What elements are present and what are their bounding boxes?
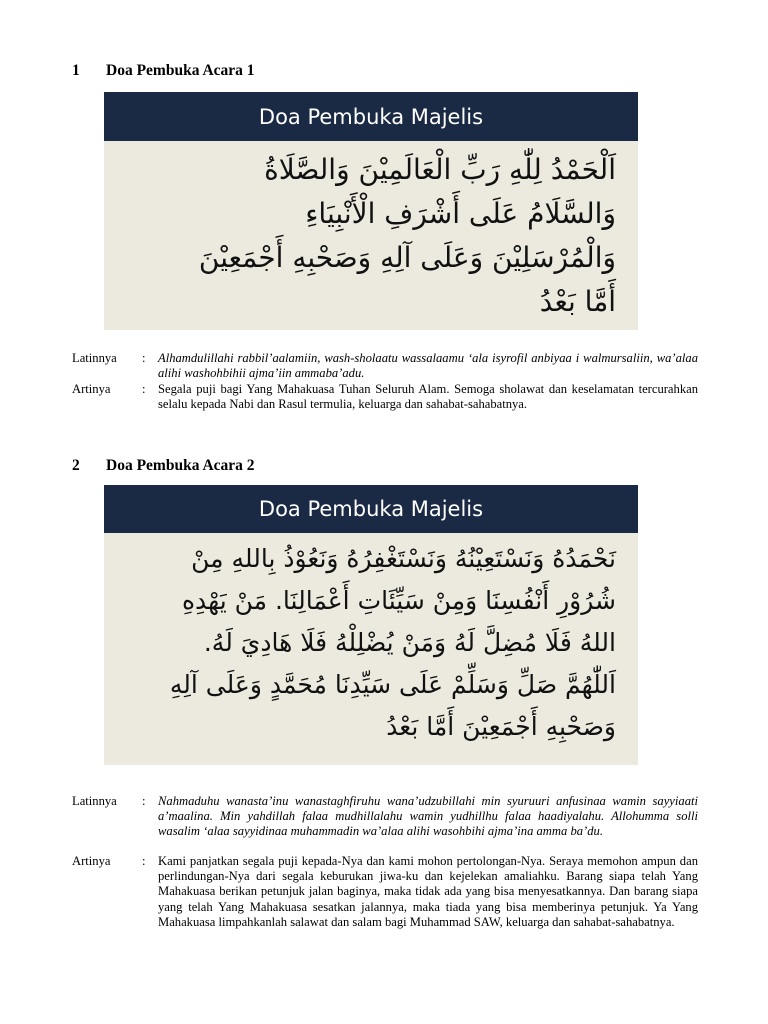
arabic-line: وَالسَّلَامُ عَلَى أَشْرَفِ الْأَنْبِيَاءِ: [305, 197, 616, 230]
image-title: Doa Pembuka Majelis: [258, 497, 484, 521]
section-2-heading: [72, 457, 255, 475]
arabic-line: شُرُوْرِ أَنْفُسِنَا وَمِنْ سَيِّئَاتِ أَعْمَالِنَا. مَنْ يَهْدِهِ: [181, 586, 616, 615]
arabic-line: وَالْمُرْسَلِيْنَ وَعَلَى آلِهِ وَصَحْبِهِ أَجْمَعِيْنَ: [198, 241, 616, 274]
latin-label: Latinnya: [72, 794, 117, 808]
image-title-bar: [104, 92, 638, 141]
meaning-text: Segala puji bagi Yang Mahakuasa Tuhan Seluruh Alam. Semoga sholawat dan keselamatan tercurahkan selalu kepada Nabi dan Rasul termulia, keluarga dan sahabat-sahabatnya.: [158, 382, 698, 412]
arabic-line: أَمَّا بَعْدُ: [539, 285, 616, 318]
meaning-entry-2: [72, 854, 698, 930]
image-title-bar: [104, 485, 638, 533]
section-title: Doa Pembuka Acara 2: [106, 457, 255, 474]
image-title: Doa Pembuka Majelis: [258, 104, 484, 129]
arabic-text: [104, 533, 638, 748]
section-number: 2: [72, 457, 80, 474]
meaning-text: Kami panjatkan segala puji kepada-Nya dan kami mohon pertolongan-Nya. Seraya memohon ampun dan perlindungan-Nya dari segala keburukan jiwa-ku dan kejelekan amaliahku. Barang siapa telah Yang Mahakuasa berikan petunjuk jalan baginya, maka tidak ada yang bisa menyesatkannya. Dan barang siapa yang telah Yang Mahakuasa sesatkan jalannya, maka tiada yang bisa memberinya petunjuk. Ya Yang Mahakuasa limpahkanlah salawat dan salam bagi Muhammad SAW, keluarga dan sahabat-sahabatnya.: [158, 854, 698, 929]
colon: :: [142, 794, 146, 808]
section-title: Doa Pembuka Acara 1: [106, 62, 255, 79]
latin-label: Latinnya: [72, 351, 117, 365]
doa-image-1: [104, 92, 638, 330]
latin-entry-2: [72, 794, 698, 840]
colon: :: [142, 854, 146, 868]
section-1-heading: [72, 62, 255, 80]
meaning-label: Artinya: [72, 382, 111, 396]
doa-image-2: [104, 485, 638, 765]
latin-text: Alhamdulillahi rabbil’aalamiin, wash-sholaatu wassalaamu ‘ala isyrofil anbiyaa i walmursaliin, wa’alaa alihi washohbihii ajma’iin ammaba’adu.: [158, 351, 698, 381]
meaning-entry-1: [72, 382, 698, 412]
latin-entry-1: [72, 351, 698, 381]
latin-text: Nahmaduhu wanasta’inu wanastaghfiruhu wana’udzubillahi min syuruuri anfusinaa wamin sayyiaati a’maalina. Min yahdillah falaa mudhillalahu wamin yudhillhu falaa haadiyalahu. Allohumma solli wasalim ‘alaa sayyidinaa muhammadin wa’alaa alihi wasohbihi ajma’ina amma ba’du.: [158, 794, 698, 839]
arabic-line: اَللّٰهُمَّ صَلِّ وَسَلِّمْ عَلَى سَيِّدِنَا مُحَمَّدٍ وَعَلَى آلِهِ: [169, 670, 616, 699]
colon: :: [142, 351, 146, 365]
arabic-text: [104, 141, 638, 324]
arabic-line: وَصَحْبِهِ أَجْمَعِيْنَ أَمَّا بَعْدُ: [386, 712, 616, 741]
arabic-line: اللهُ فَلَا مُضِلَّ لَهُ وَمَنْ يُضْلِلْهُ فَلَا هَادِيَ لَهُ.: [203, 628, 616, 657]
meaning-label: Artinya: [72, 854, 111, 868]
arabic-line: نَحْمَدُهُ وَنَسْتَعِيْنُهُ وَنَسْتَغْفِرُهُ وَنَعُوْذُ بِاللهِ مِنْ: [191, 544, 616, 573]
section-number: 1: [72, 62, 80, 79]
arabic-line: اَلْحَمْدُ لِلّٰهِ رَبِّ الْعَالَمِيْنَ وَالصَّلَاةُ: [264, 153, 616, 186]
colon: :: [142, 382, 146, 396]
